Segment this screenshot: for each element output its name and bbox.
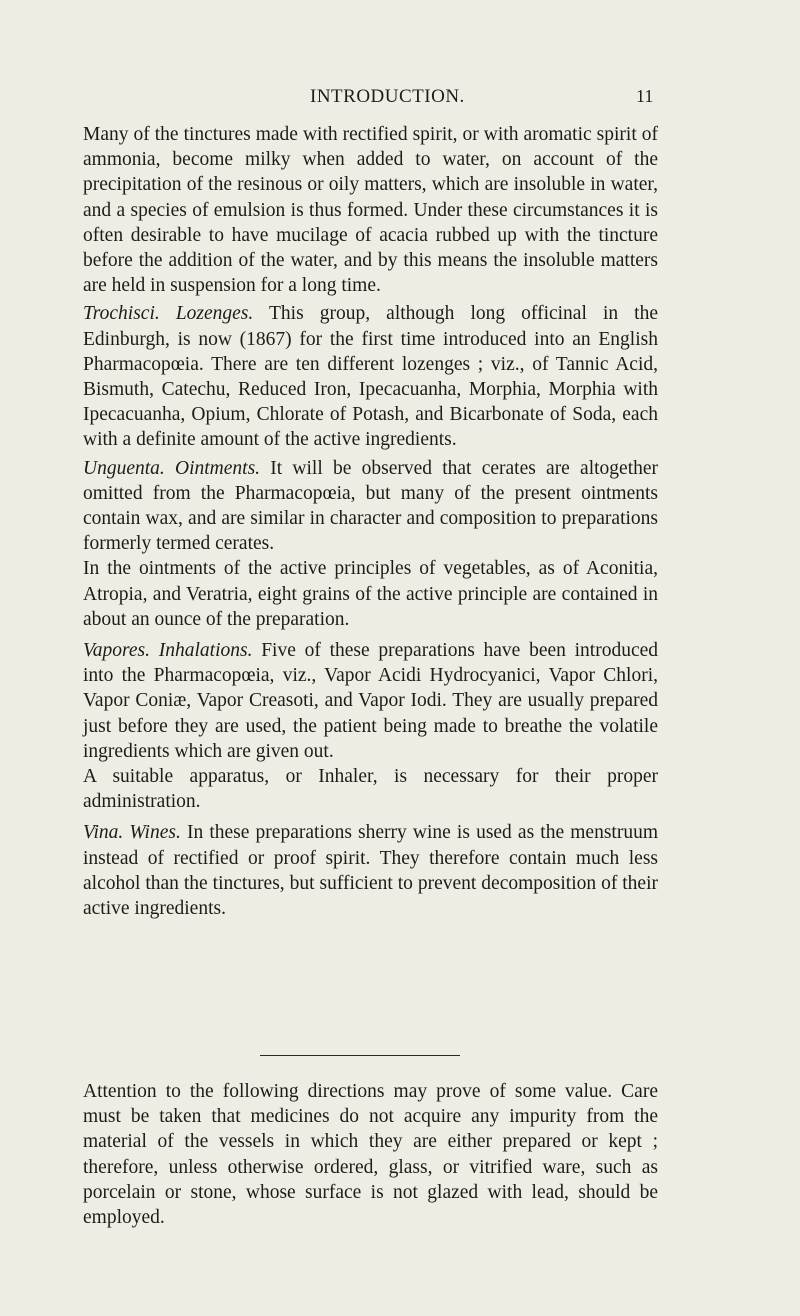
paragraph-trochisci	[83, 301, 658, 452]
paragraph-tinctures	[83, 122, 658, 298]
paragraph-ointments-principles	[83, 556, 658, 632]
paragraph-text: A suitable apparatus, or Inhaler, is necessary for their proper administration.	[83, 766, 658, 813]
paragraph-text: This group, although long officinal in the Edinburgh, is now (1867) for the first time introduced into an English Pharmacopœia. There are ten different lozenges ; viz., of Tannic Acid, Bismuth, Catechu, Reduced Iron, Ipecacuanha, Morphia, Morphia with Ipecacuanha, Opium, Chlorate of Potash, and Bicarbonate of Soda, each with a definite amount of the active ingredients.	[83, 303, 658, 451]
paragraph-inhaler	[83, 764, 658, 814]
term-english: Ointments.	[175, 457, 261, 479]
running-head	[0, 86, 800, 110]
paragraph-text: Five of these preparations have been introduced into the Pharmacopœia, viz., Vapor Acidi Hydrocyanici, Vapor Chlori, Vapor Coniæ, Vapor Creasoti, and Vapor Iodi. They are usually prepared just before they are used, the patient being made to breathe the volatile ingredients which are given out.	[83, 640, 659, 762]
paragraph-vapores	[83, 638, 658, 764]
body-text	[83, 122, 658, 921]
term-english: Inhalations.	[158, 640, 253, 662]
term-latin: Trochisci.	[83, 303, 160, 325]
paragraph-text: Attention to the following directions may prove of some value. Care must be taken that medicines do not acquire any impurity from the material of the vessels in which they are either prepared or kept ; therefore, unless otherwise ordered, glass, or vitrified ware, such as porcelain or stone, whose surface is not glazed with lead, should be employed.	[83, 1081, 658, 1229]
paragraph-unguenta	[83, 456, 658, 557]
paragraph-directions	[83, 1079, 658, 1230]
section-divider	[260, 1055, 460, 1056]
term-english: Wines.	[129, 822, 181, 844]
paragraph-text: It will be observed that cerates are altogether omitted from the Pharmacopœia, but many of the present ointments contain wax, and are similar in character and composition to preparations formerly termed cerates.	[83, 457, 659, 555]
term-latin: Vapores.	[83, 640, 150, 662]
paragraph-text: In these preparations sherry wine is used as the menstruum instead of rectified or proof spirit. They therefore contain much less alcohol than the tinctures, but sufficient to prevent decomposition of their active ingredients.	[83, 822, 658, 920]
paragraph-vina	[83, 820, 658, 921]
running-title: INTRODUCTION.	[310, 86, 465, 107]
closing-section	[83, 1079, 658, 1230]
paragraph-text: In the ointments of the active principles of vegetables, as of Aconitia, Atropia, and Veratria, eight grains of the active principle are contained in about an ounce of the preparation.	[83, 558, 658, 630]
term-latin: Vina.	[83, 822, 124, 844]
paragraph-text: Many of the tinctures made with rectified spirit, or with aromatic spirit of ammonia, become milky when added to water, on account of the precipitation of the resinous or oily matters, which are insoluble in water, and a species of emulsion is thus formed. Under these circumstances it is often desirable to have mucilage of acacia rubbed up with the tincture before the addition of the water, and by this means the insoluble matters are held in suspension for a long time.	[83, 124, 658, 297]
page-number: 11	[636, 86, 654, 106]
term-english: Lozenges.	[175, 303, 254, 325]
term-latin: Unguenta.	[83, 457, 165, 479]
